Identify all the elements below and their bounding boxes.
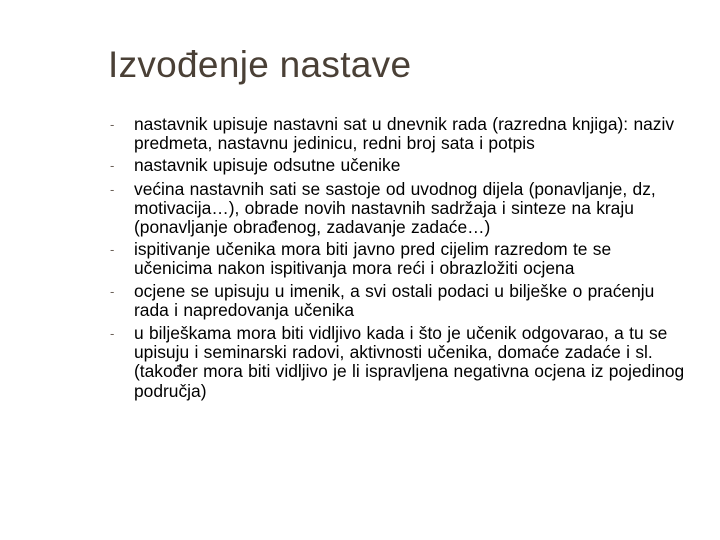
slide-title: Izvođenje nastave xyxy=(108,44,412,85)
bullet-list xyxy=(110,115,690,405)
bullet-text: u bilješkama mora biti vidljivo kada i što je učenik odgovarao, a tu se upisuju i seminarski radovi, aktivnosti učenika, domaće zadaće i sl. (također mora biti vidljivo je li ispravljena negativna ocjena iz pojedinog područja) xyxy=(134,323,685,401)
bullet-text: nastavnik upisuje nastavni sat u dnevnik rada (razredna knjiga): naziv predmeta, nastavnu jedinicu, redni broj sata i potpis xyxy=(134,114,675,154)
bullet-marker: - xyxy=(110,242,115,258)
list-item xyxy=(110,240,690,278)
list-item xyxy=(110,324,690,401)
bullet-marker: - xyxy=(110,283,115,299)
list-item xyxy=(110,180,690,238)
bullet-marker: - xyxy=(110,181,115,197)
bullet-text: ocjene se upisuju u imenik, a svi ostali podaci u bilješke o praćenju rada i napredovanja učenika xyxy=(134,280,655,320)
bullet-text: većina nastavnih sati se sastoje od uvodnog dijela (ponavljanje, dz, motivacija…), obrade novih nastavnih sadržaja i sinteze na kraju (ponavljanje obrađenog, zadavanje zadaće…) xyxy=(134,178,656,238)
bullet-marker: - xyxy=(110,158,115,174)
list-item xyxy=(110,115,690,153)
list-item xyxy=(110,282,690,320)
bullet-text: nastavnik upisuje odsutne učenike xyxy=(134,155,401,176)
bullet-marker: - xyxy=(110,117,115,132)
list-item xyxy=(110,156,690,175)
bullet-text: ispitivanje učenika mora biti javno pred cijelim razredom te se učenicima nakon ispitivanja mora reći i obrazložiti ocjena xyxy=(134,239,612,279)
bullet-marker: - xyxy=(110,326,115,342)
